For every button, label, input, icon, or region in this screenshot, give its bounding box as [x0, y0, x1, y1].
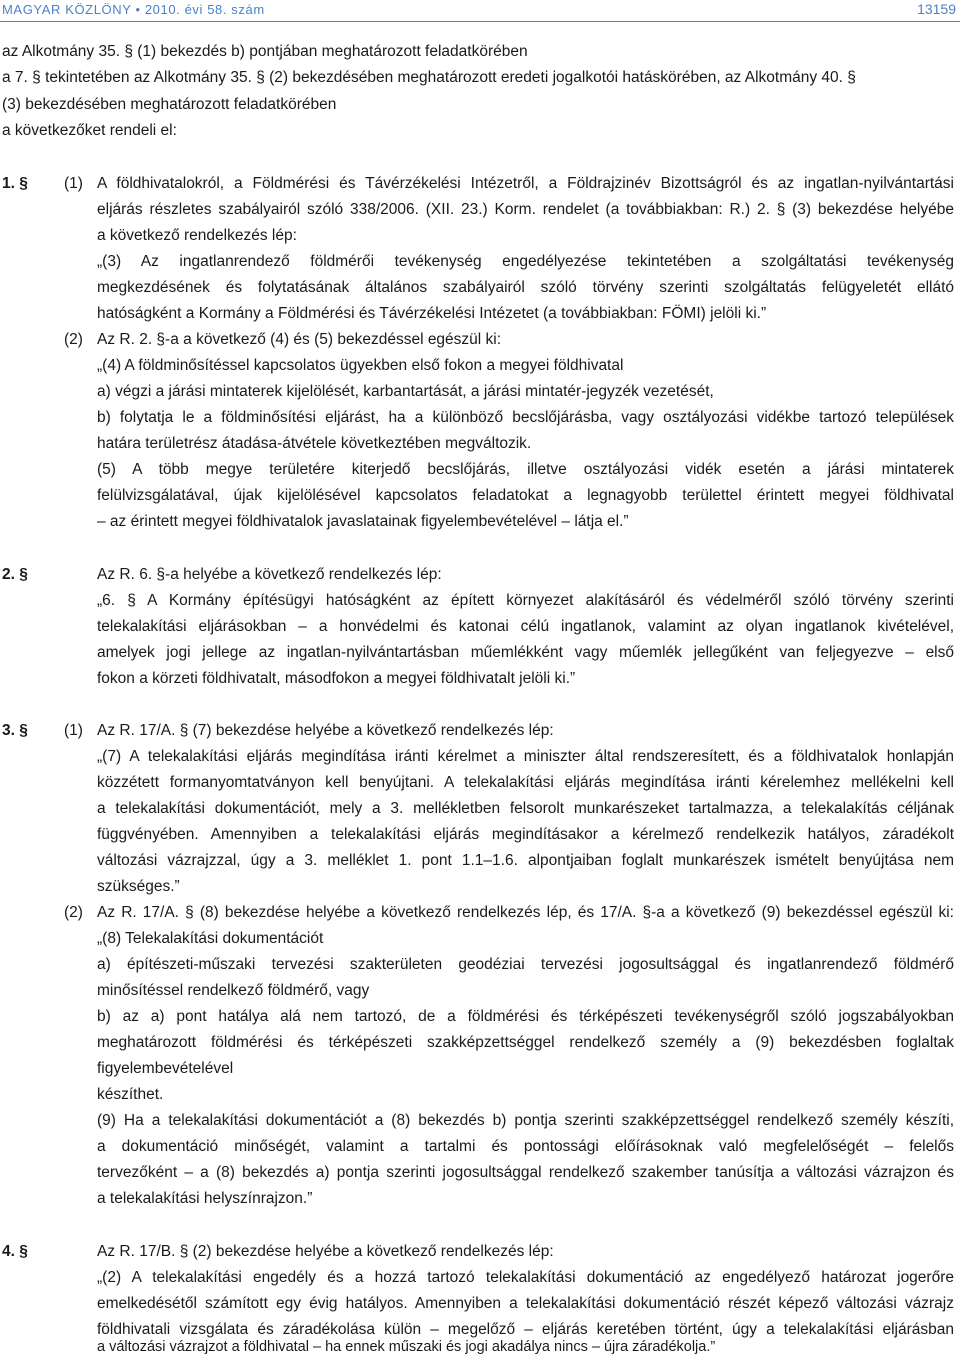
quoted-line: hatóságként a Kormány a Földmérési és Távérzékelési Intézetet (a továbbiakban: FÖMI) jelöli ki.”	[97, 305, 767, 322]
quoted-line: – az érintett megyei földhivatalok javaslatainak figyelembevételével – látja el.”	[97, 513, 629, 530]
quoted-line: megkezdésének és folytatásának általános szabályairól szóló törvény szerinti szolgáltatás felügyeletét ellátó	[97, 279, 954, 296]
quoted-line: „(8) Telekalakítási dokumentációt	[97, 930, 324, 947]
intro-line: a következőket rendeli el:	[2, 122, 177, 139]
quoted-line: telekalakítási eljárásokban – a honvédelmi és katonai célú ingatlanok, valamint az olyan ingatlanok kivételével,	[97, 618, 954, 635]
quoted-line: függvényében. Amennyiben a telekalakítási eljárás megindításakor a kérelmező rendelkezik hatályos, záradékolt	[97, 826, 954, 843]
quoted-line: változási vázrajzzal, úgy a 3. melléklet 1. pont 1.1–1.6. alpontjaiban foglalt munkarészek ismételt benyújtása nem	[97, 852, 954, 869]
quoted-line: a telekalakítási dokumentációt, mely a 3. mellékletben felsorolt munkarészeket tartalmazza, a telekalakítás céljának	[97, 800, 954, 817]
quoted-line: (9) Ha a telekalakítási dokumentációt a (8) bekezdés b) pontja szerinti szakképzettséggel rendelkező személy készíti,	[97, 1112, 954, 1129]
quoted-line: „(2) A telekalakítási engedély és a hozzá tartozó telekalakítási dokumentáció az engedélyező határozat jogerőre	[97, 1269, 954, 1286]
paragraph-line: Az R. 17/A. § (7) bekezdése helyébe a következő rendelkezés lép:	[97, 722, 554, 739]
paragraph-line: Az R. 17/A. § (8) bekezdése helyébe a következő rendelkezés lép, és 17/A. §-a a következő (9) bekezdéssel egészül ki:	[97, 904, 954, 921]
section-number: 1. §	[2, 175, 28, 192]
section-number: 4. §	[2, 1243, 28, 1260]
paragraph-line: Az R. 17/B. § (2) bekezdése helyébe a következő rendelkezés lép:	[97, 1243, 554, 1260]
quoted-line: a telekalakítási helyszínrajzon.”	[97, 1190, 313, 1207]
section-number: 2. §	[2, 566, 28, 583]
subsection-number: (1)	[64, 722, 83, 739]
subsection-number: (2)	[64, 331, 83, 348]
page-number: 13159	[917, 1, 956, 17]
quoted-line: a) végzi a járási mintaterek kijelölését, karbantartását, a járási mintatér-jegyzék vezetését,	[97, 383, 714, 400]
quoted-line: „(4) A földminősítéssel kapcsolatos ügyekben első fokon a megyei földhivatal	[97, 357, 624, 374]
quoted-line: emelkedésétől számított egy évig hatályos. Amennyiben a telekalakítási dokumentáció részét képező változási vázrajz	[97, 1295, 954, 1312]
quoted-line: tervezőként – a (8) bekezdés a) pontja szerinti jogosultsággal rendelkező szakember tanúsítja a változási vázrajzon és	[97, 1164, 954, 1181]
quoted-line: határa területrész átadása-átvétele következtében megváltozik.	[97, 435, 532, 452]
intro-line: a 7. § tekintetében az Alkotmány 35. § (2) bekezdésében meghatározott eredeti jogalkotói hatáskörében, az Alkotmány 40. §	[2, 69, 856, 86]
quoted-line: amelyek jogi jellege az ingatlan-nyilvántartásban műemlékként vagy műemlék jellegűként van feljegyezve – első	[97, 644, 954, 661]
quoted-line: b) az a) pont hatálya alá nem tartozó, de a földmérési és térképészeti tevékenységről szóló jogszabályokban	[97, 1008, 954, 1025]
subsection-number: (1)	[64, 175, 83, 192]
quoted-line: „6. § A Kormány építésügyi hatóságként az épített környezet alakításáról és védelméről szóló törvény szerinti	[97, 592, 954, 609]
quoted-line: „(3) Az ingatlanrendező földmérői tevékenység engedélyezése tekintetében a szolgáltatási tevékenység	[97, 253, 954, 270]
quoted-line: felülvizsgálatával, újak kijelölésével kapcsolatos feladatokat a legnagyobb területtel érintett megyei földhivatal	[97, 487, 954, 504]
quoted-line: közzétett formanyomtatványon kell benyújtani. A telekalakítási eljárás megindítása iránti kérelemhez mellékelni kell	[97, 774, 954, 791]
quoted-line: „(7) A telekalakítási eljárás megindítása iránti kérelmet a miniszter által rendszeresített, és a földhivatalok honlapján	[97, 748, 954, 765]
paragraph-line: a következő rendelkezés lép:	[97, 227, 297, 244]
quoted-line: földhivatali vizsgálata és záradékolása külön – megelőző – eljárás keretében történt, úgy a telekalakítási eljárásban	[97, 1321, 954, 1338]
paragraph-line: A földhivatalokról, a Földmérési és Távérzékelési Intézetről, a Földrajzinév Bizottságról és az ingatlan-nyilvántartási	[97, 175, 954, 192]
subsection-number: (2)	[64, 904, 83, 921]
quoted-line: (5) A több megye területére kiterjedő becslőjárás, illetve osztályozási vidék esetén a járási mintaterek	[97, 461, 954, 478]
quoted-line: b) folytatja le a földminősítési eljárást, ha a különböző becslőjárásba, vagy osztályozási vidékbe tartozó települések	[97, 409, 954, 426]
intro-line: az Alkotmány 35. § (1) bekezdés b) pontjában meghatározott feladatkörében	[2, 43, 528, 60]
quoted-line: meghatározott földmérési és térképészeti szakképzettséggel rendelkező személy a (9) bekezdésben foglaltak	[97, 1034, 954, 1051]
quoted-line: a változási vázrajzot a földhivatal – ha ennek műszaki és jogi akadálya nincs – újra záradékolja.”	[97, 1339, 716, 1355]
quoted-line: fokon a körzeti földhivatalt, másodfokon a megyei földhivatalt jelöli ki.”	[97, 670, 576, 687]
quoted-line: a) építészeti-műszaki tervezési szakterületen geodéziai tervezési jogosultsággal és ingatlanrendező földmérő	[97, 956, 954, 973]
paragraph-line: eljárás részletes szabályairól szóló 338/2006. (XII. 23.) Korm. rendelet (a továbbiakban: R.) 2. § (3) bekezdése helyébe	[97, 201, 954, 218]
intro-line: (3) bekezdésében meghatározott feladatkörében	[2, 96, 337, 113]
paragraph-line: Az R. 2. §-a a következő (4) és (5) bekezdéssel egészül ki:	[97, 331, 502, 348]
quoted-line: szükséges.”	[97, 878, 180, 895]
running-header	[0, 0, 960, 22]
quoted-line: készíthet.	[97, 1086, 164, 1103]
section-number: 3. §	[2, 722, 28, 739]
quoted-line: figyelembevételével	[97, 1060, 234, 1077]
running-title: MAGYAR KÖZLÖNY • 2010. évi 58. szám	[2, 2, 265, 17]
quoted-line: a dokumentáció minőségét, valamint a tartalmi és pontossági előírásoknak való megfelelőségét – felelős	[97, 1138, 954, 1155]
quoted-line: minősítéssel rendelkező földmérő, vagy	[97, 982, 370, 999]
header-rule	[0, 21, 960, 22]
paragraph-line: Az R. 6. §-a helyébe a következő rendelkezés lép:	[97, 566, 442, 583]
